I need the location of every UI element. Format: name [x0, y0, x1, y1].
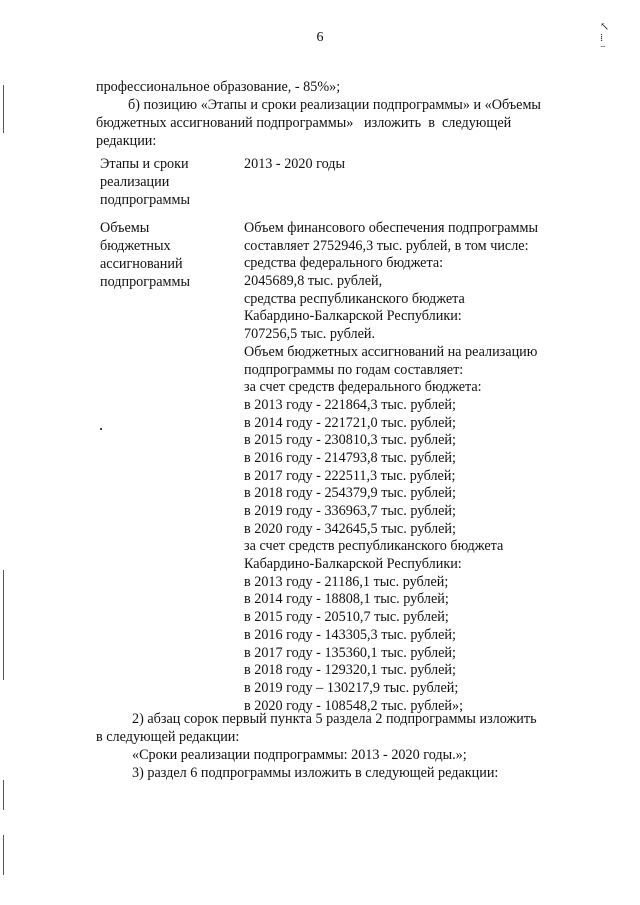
value-line: Объем бюджетных ассигнований на реализацию: [244, 343, 538, 360]
intro-line-4: редакции:: [96, 133, 157, 149]
row-budget-value: [244, 219, 538, 714]
value-line: 2045689,8 тыс. рублей,: [244, 273, 383, 290]
value-line: Кабардино-Балкарской Республики:: [244, 308, 462, 325]
label-line: подпрограммы: [100, 192, 190, 208]
value-line: средства республиканского бюджета: [244, 290, 465, 307]
value-line: в 2016 году - 214793,8 тыс. рублей;: [244, 449, 456, 466]
scan-edge-mark-low: [3, 835, 4, 875]
value-line: 707256,5 тыс. рублей.: [244, 326, 376, 343]
label-line: Объемы: [100, 220, 150, 236]
value-line: за счет средств федерального бюджета:: [244, 379, 482, 396]
paragraph-3: 3) раздел 6 подпрограммы изложить в следующей редакции:: [132, 765, 499, 781]
row-stages-value: 2013 - 2020 годы: [244, 156, 346, 172]
label-line: реализации: [100, 174, 170, 190]
value-line: в 2017 году - 222511,3 тыс. рублей;: [244, 467, 456, 484]
value-line: в 2018 году - 254379,9 тыс. рублей;: [244, 485, 456, 502]
paragraph-2-line-1: 2) абзац сорок первый пункта 5 раздела 2 подпрограммы изложить: [132, 711, 537, 727]
row-budget-label: [100, 219, 190, 291]
value-line: в 2016 году - 143305,3 тыс. рублей;: [244, 626, 456, 643]
value-line: в 2018 году - 129320,1 тыс. рублей;: [244, 662, 456, 679]
label-line: Этапы и сроки: [100, 156, 189, 172]
value-line: в 2014 году - 18808,1 тыс. рублей;: [244, 591, 449, 608]
scan-edge-mark-top: [3, 85, 4, 133]
value-line: в 2013 году - 21186,1 тыс. рублей;: [244, 573, 449, 590]
value-line: составляет 2752946,3 тыс. рублей, в том числе:: [244, 237, 529, 254]
intro-line-1: профессиональное образование, - 85%»;: [96, 79, 341, 95]
label-line: бюджетных: [100, 238, 171, 254]
scan-speck: [100, 428, 102, 430]
page-number: 6: [316, 30, 324, 45]
value-line: средства федерального бюджета:: [244, 255, 444, 272]
quoted-period-text: «Сроки реализации подпрограммы: 2013 - 2020 годы.»;: [132, 747, 467, 763]
value-line: в 2015 году - 230810,3 тыс. рублей;: [244, 432, 456, 449]
value-line: в 2020 году - 108548,2 тыс. рублей»;: [244, 697, 464, 714]
value-line: за счет средств республиканского бюджета: [244, 538, 504, 555]
scan-edge-mark-bottom: [3, 780, 4, 810]
intro-line-2: б) позицию «Этапы и сроки реализации подпрограммы» и «Объемы: [128, 97, 541, 113]
value-line: Объем финансового обеспечения подпрограммы: [244, 220, 539, 236]
value-line: в 2013 году - 221864,3 тыс. рублей;: [244, 396, 456, 413]
value-line: в 2014 году - 221721,0 тыс. рублей;: [244, 414, 456, 431]
label-line: ассигнований: [100, 256, 183, 272]
value-line: в 2019 году – 130217,9 тыс. рублей;: [244, 679, 459, 696]
paragraph-2-line-2: в следующей редакции:: [96, 729, 240, 745]
row-stages-label: [100, 155, 190, 209]
label-line: подпрограммы: [100, 274, 190, 290]
handwritten-margin-mark: ↖ ⁞ ⁻: [600, 21, 610, 55]
value-line: подпрограммы по годам составляет:: [244, 361, 464, 378]
value-line: в 2017 году - 135360,1 тыс. рублей;: [244, 644, 456, 661]
value-line: в 2019 году - 336963,7 тыс. рублей;: [244, 503, 456, 519]
value-line: в 2020 году - 342645,5 тыс. рублей;: [244, 520, 456, 537]
value-line: Кабардино-Балкарской Республики:: [244, 556, 462, 573]
intro-line-3: бюджетных ассигнований подпрограммы» изложить в следующей: [96, 115, 512, 131]
scan-edge-mark-middle: [3, 570, 4, 680]
value-line: в 2015 году - 20510,7 тыс. рублей;: [244, 609, 449, 626]
